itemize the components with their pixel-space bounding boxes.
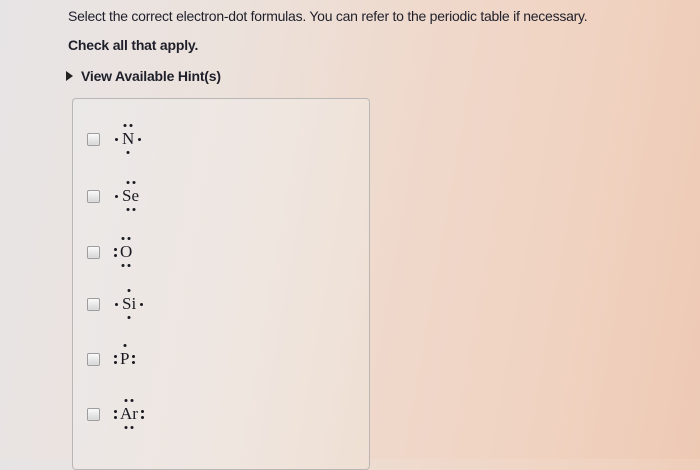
element-symbol: N [122, 129, 135, 148]
option-checkbox[interactable] [87, 353, 100, 366]
view-hints-label: View Available Hint(s) [81, 68, 221, 84]
question-instruction: Select the correct electron-dot formulas. You can refer to the periodic table if necessary. [68, 8, 588, 24]
electron-dot-formula [112, 242, 133, 262]
triangle-right-icon [66, 71, 73, 81]
electron-dot-formula [112, 186, 140, 206]
option-phosphorus[interactable] [87, 344, 137, 374]
option-selenium[interactable] [87, 181, 140, 211]
check-all-label: Check all that apply. [68, 37, 199, 53]
option-argon[interactable] [87, 399, 146, 429]
electron-dot-formula [112, 129, 144, 149]
view-hints-toggle[interactable] [66, 68, 221, 84]
element-symbol: Se [122, 186, 139, 205]
option-checkbox[interactable] [87, 246, 100, 259]
element-symbol: O [120, 242, 133, 261]
electron-dot-formula [112, 294, 146, 314]
answer-options-panel [72, 98, 370, 470]
electron-dot-formula [112, 349, 137, 369]
element-symbol: Si [122, 294, 137, 313]
element-symbol: P [120, 349, 130, 368]
option-nitrogen[interactable] [87, 124, 144, 154]
option-silicon[interactable] [87, 289, 146, 319]
option-checkbox[interactable] [87, 298, 100, 311]
option-checkbox[interactable] [87, 190, 100, 203]
option-checkbox[interactable] [87, 133, 100, 146]
option-oxygen[interactable] [87, 237, 133, 267]
electron-dot-formula [112, 404, 146, 424]
option-checkbox[interactable] [87, 408, 100, 421]
element-symbol: Ar [120, 404, 138, 423]
